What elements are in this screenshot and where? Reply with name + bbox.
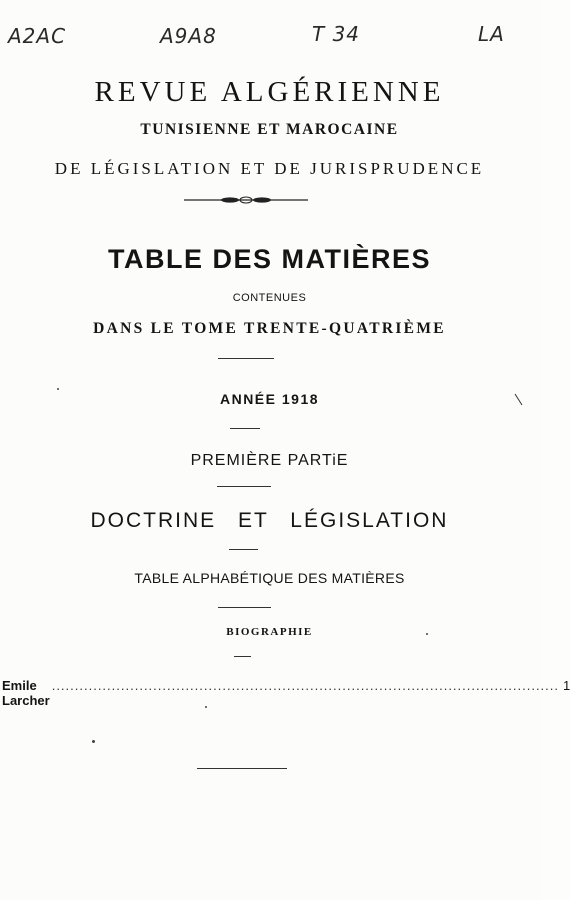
dot-leader: .............................................................................................................. (51, 678, 560, 693)
handwritten-mark: A2AC (8, 24, 67, 48)
paper-speck (92, 740, 95, 743)
handwritten-mark: LA (478, 22, 505, 46)
toc-heading: TABLE DES MATIÈRES (107, 244, 431, 274)
divider (230, 428, 260, 429)
toc-contenues: CONTENUES (232, 292, 307, 304)
paper-speck (57, 388, 59, 390)
toc-tome: DANS LE TOME TRENTE-QUATRIÈME (93, 320, 446, 337)
journal-subtitle: TUNISIENNE ET MAROCAINE (140, 121, 399, 138)
toc-index-title: TABLE ALPHABÉTIQUE DES MATIÈRES (134, 570, 405, 586)
divider (197, 768, 287, 769)
toc-section: DOCTRINE ET LÉGISLATION (90, 509, 449, 532)
toc-year: ANNÉE 1918 (219, 391, 320, 407)
toc-entry-name: Emile Larcher (2, 678, 50, 708)
journal-subtitle-2: DE LÉGISLATION ET DE JURISPRUDENCE (54, 159, 485, 178)
divider (218, 607, 271, 608)
divider (218, 358, 274, 359)
ornament-divider (184, 195, 308, 205)
toc-entry[interactable] (2, 678, 570, 708)
handwritten-mark: T 34 (312, 22, 361, 46)
journal-title: REVUE ALGÉRIENNE (94, 76, 445, 108)
divider (229, 549, 258, 550)
handwritten-mark: A9A8 (160, 24, 217, 48)
divider (217, 486, 271, 487)
toc-entry-page: 1 (563, 678, 570, 693)
stray-mark (514, 393, 524, 407)
paper-speck (205, 706, 207, 708)
divider (234, 656, 251, 657)
toc-category: BIOGRAPHIE (226, 626, 313, 638)
paper-speck (426, 633, 428, 635)
toc-part: PREMIÈRE PARTiE (190, 452, 349, 469)
